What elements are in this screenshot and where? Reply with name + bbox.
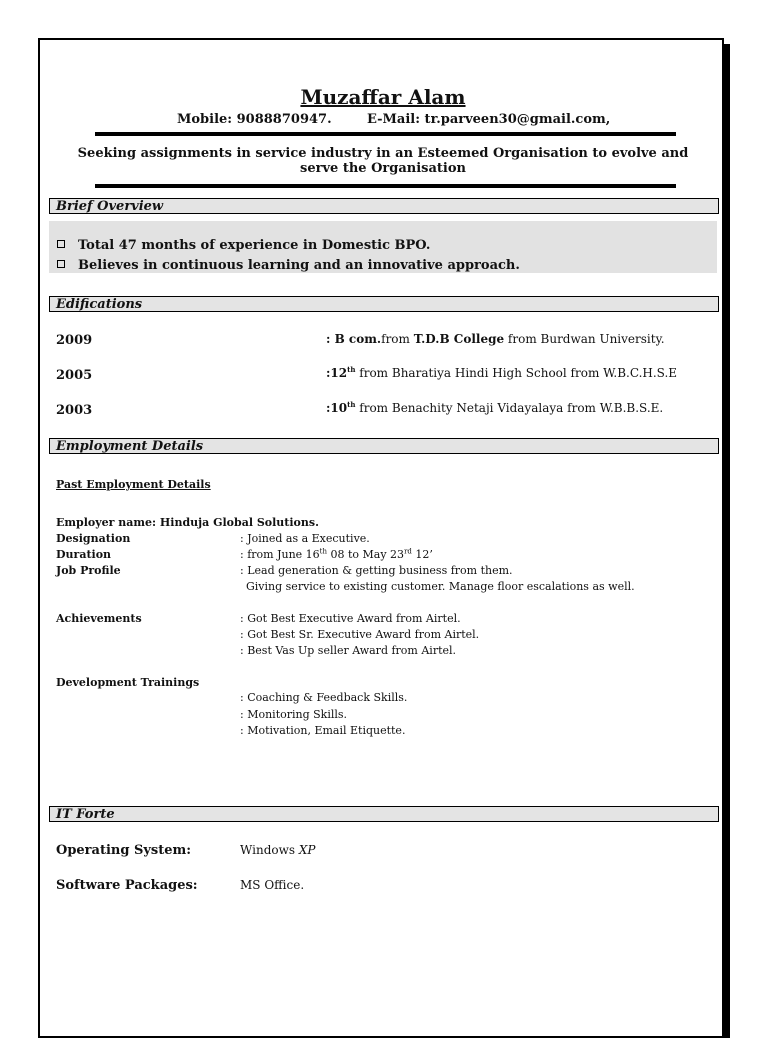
achievement-item: : Got Best Executive Award from Airtel. (240, 612, 461, 625)
resume-page (38, 38, 724, 1038)
duration-label: Duration (56, 548, 112, 561)
employer-name: Employer name: Hinduja Global Solutions. (56, 516, 319, 529)
designation-value: : Joined as a Executive. (240, 532, 370, 545)
operating-system-label: Operating System: (56, 843, 192, 858)
section-edifications (49, 296, 719, 312)
section-heading: IT Forte (56, 807, 115, 822)
duration-value: : from June 16th 08 to May 23rd 12’ (240, 547, 433, 561)
job-profile-line: Giving service to existing customer. Manage floor escalations as well. (246, 580, 635, 593)
education-detail: : B com.from T.D.B College from Burdwan University. (326, 332, 665, 346)
education-detail: :10th from Benachity Netaji Vidayalaya from W.B.B.S.E. (326, 400, 664, 415)
training-item: : Motivation, Email Etiquette. (240, 724, 406, 737)
email-address: E-Mail: tr.parveen30@gmail.com, (367, 112, 611, 127)
section-heading: Brief Overview (56, 199, 164, 214)
designation-label: Designation (56, 532, 131, 545)
section-it-forte (49, 806, 719, 822)
overview-list (49, 221, 717, 273)
education-year: 2005 (56, 368, 93, 383)
software-packages-label: Software Packages: (56, 878, 198, 893)
section-heading: Edifications (56, 297, 143, 312)
achievement-item: : Best Vas Up seller Award from Airtel. (240, 644, 457, 657)
software-packages-value: MS Office. (240, 878, 305, 892)
bullet-square-icon (57, 260, 65, 268)
section-brief-overview (49, 198, 719, 214)
candidate-name: Muzaffar Alam (300, 85, 466, 109)
operating-system-value: Windows XP (240, 843, 316, 857)
training-item: : Coaching & Feedback Skills. (240, 691, 408, 704)
education-detail: :12th from Bharatiya Hindi High School from W.B.C.H.S.E (326, 365, 678, 380)
section-heading: Employment Details (56, 439, 204, 454)
achievements-label: Achievements (56, 612, 142, 625)
section-employment-details (49, 438, 719, 454)
mobile-number: Mobile: 9088870947. (177, 112, 332, 127)
education-year: 2003 (56, 403, 93, 418)
list-item: Total 47 months of experience in Domestic BPO. (57, 238, 430, 254)
bullet-square-icon (57, 240, 65, 248)
list-item: Believes in continuous learning and an innovative approach. (57, 258, 520, 274)
career-objective: Seeking assignments in service industry in an Esteemed Organisation to evolve and serve the Organisation (77, 146, 689, 176)
training-item: : Monitoring Skills. (240, 708, 348, 721)
header-rule-bottom (95, 184, 676, 188)
trainings-label: Development Trainings (56, 676, 200, 689)
job-profile-line: : Lead generation & getting business from them. (240, 564, 513, 577)
achievement-item: : Got Best Sr. Executive Award from Airtel. (240, 628, 480, 641)
education-year: 2009 (56, 333, 93, 348)
past-employment-heading: Past Employment Details (56, 478, 211, 491)
job-profile-label: Job Profile (56, 564, 121, 577)
header-rule-top (95, 132, 676, 136)
